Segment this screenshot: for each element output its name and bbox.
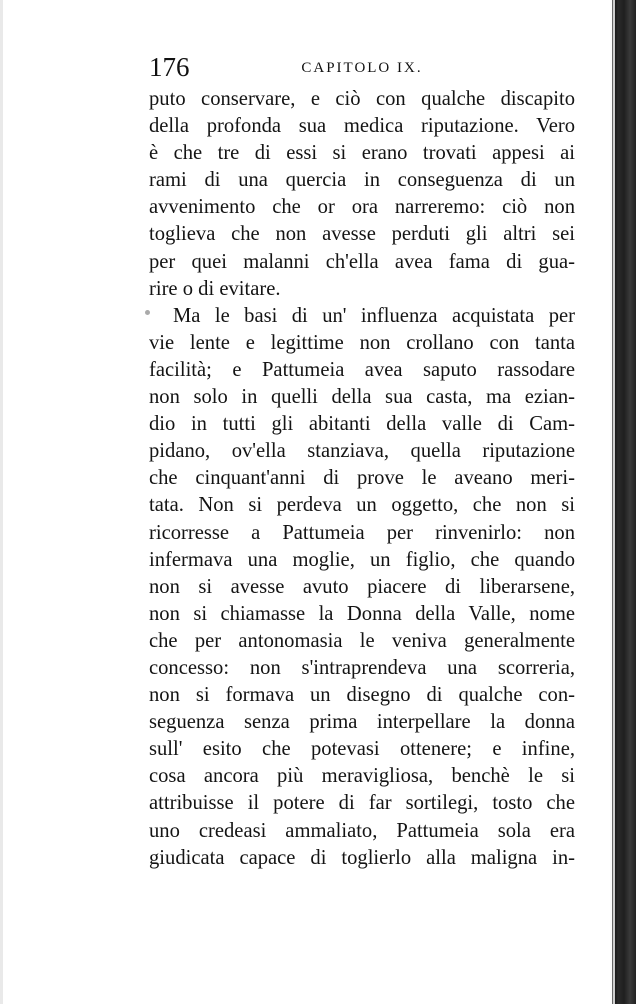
text-line: dio in tutti gli abitanti della valle di Cam-	[149, 413, 575, 436]
page-edge-highlight	[613, 0, 615, 1004]
chapter-heading: CAPITOLO IX.	[301, 60, 423, 76]
text-line: infermava una moglie, un figlio, che quando	[149, 548, 575, 571]
text-line: vie lente e legittime non crollano con tanta	[149, 331, 575, 354]
text-line: puto conservare, e ciò con qualche discapito	[149, 88, 575, 110]
text-line: facilità; e Pattumeia avea saputo rassodare	[149, 358, 575, 381]
text-line: rire o di evitare.	[149, 277, 281, 300]
text-line: pidano, ov'ella stanziava, quella riputazione	[149, 440, 575, 463]
text-line: cosa ancora più meravigliosa, benchè le si	[149, 765, 575, 788]
running-header	[149, 52, 575, 84]
text-line: giudicata capace di toglierlo alla maligna in-	[149, 846, 575, 869]
text-line: ricorresse a Pattumeia per rinvenirlo: non	[149, 521, 575, 544]
text-line: della profonda sua medica riputazione. Vero	[149, 115, 575, 138]
text-line: rami di una quercia in conseguenza di un	[149, 169, 575, 192]
text-line: tata. Non si perdeva un oggetto, che non si	[149, 494, 575, 517]
text-line: non si avesse avuto piacere di liberarsene,	[149, 575, 575, 598]
text-line: avvenimento che or ora narreremo: ciò non	[149, 196, 575, 219]
text-line: per quei malanni ch'ella avea fama di gua-	[149, 250, 575, 273]
text-line: è che tre di essi si erano trovati appesi ai	[149, 142, 575, 165]
text-line: che per antonomasia le veniva generalmente	[149, 629, 575, 652]
text-line: toglieva che non avesse perduti gli altri sei	[149, 223, 575, 246]
text-line: seguenza senza prima interpellare la donna	[149, 711, 575, 734]
text-line: attribuisse il potere di far sortilegi, tosto che	[149, 792, 575, 815]
text-line: uno credeasi ammaliato, Pattumeia sola era	[149, 819, 575, 842]
text-line: sull' esito che potevasi ottenere; e infine,	[149, 738, 575, 761]
text-line: non si formava un disegno di qualche con-	[149, 684, 575, 707]
text-line: Ma le basi di un' influenza acquistata per	[173, 304, 575, 327]
text-line: che cinquant'anni di prove le aveano meri-	[149, 467, 575, 490]
text-line: non solo in quelli della sua casta, ma ezian-	[149, 386, 575, 409]
body-text	[149, 86, 575, 872]
page-number: 176	[149, 52, 190, 82]
text-line: non si chiamasse la Donna della Valle, nome	[149, 602, 575, 625]
text-line: concesso: non s'intraprendeva una scorreria,	[149, 656, 575, 679]
page-edge	[612, 0, 636, 1004]
